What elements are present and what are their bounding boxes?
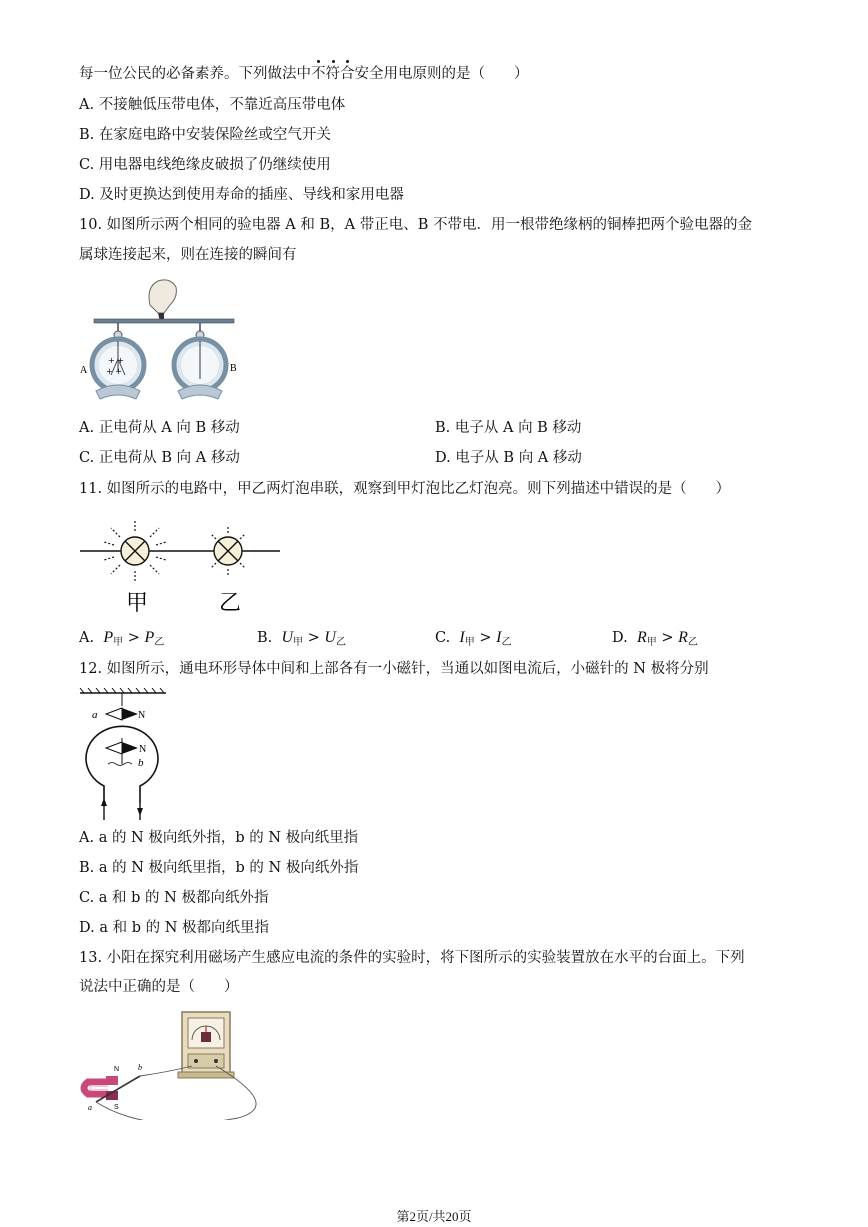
q12-option-b: B. a 的 N 极向纸里指，b 的 N 极向纸外指 — [79, 860, 359, 876]
horseshoe-magnet — [84, 1076, 118, 1100]
electroscope-a — [92, 323, 144, 399]
q12-stem: 12. 如图所示，通电环形导体中间和上部各有一小磁针，当通以如图电流后，小磁针的 N 极将分别 — [79, 661, 709, 677]
label-b: b — [138, 1063, 142, 1072]
q10-option-b: B. 电子从 A 向 B 移动 — [435, 420, 582, 436]
q9-stem: 每一位公民的必备素养。下列做法中不 符 合 安全用电原则的是（ ） — [79, 64, 529, 84]
q13-stem-line2: 说法中正确的是（ ） — [79, 979, 239, 995]
q11-option-c: C. $I_甲 > I_乙$ — [435, 629, 512, 648]
galvanometer — [178, 1012, 234, 1078]
q9-option-b: B. 在家庭电路中安装保险丝或空气开关 — [79, 127, 331, 143]
label-n-inner: N — [139, 744, 147, 755]
ring-conductor-figure — [78, 688, 170, 823]
label-a: a — [92, 709, 98, 721]
q10-option-a: A. 正电荷从 A 向 B 移动 — [79, 420, 240, 436]
induction-experiment-figure — [78, 1010, 318, 1120]
q11-option-b: B. $U_甲 > U_乙$ — [257, 629, 346, 648]
label-yi: 乙 — [219, 591, 242, 615]
q10-option-c: C. 正电荷从 B 向 A 移动 — [79, 450, 240, 466]
label-b: b — [138, 757, 144, 769]
q12-option-d: D. a 和 b 的 N 极都向纸里指 — [79, 920, 269, 936]
label-jia: 甲 — [126, 591, 149, 615]
bulb-yi — [211, 527, 245, 575]
electroscope-label-b: B — [230, 363, 237, 374]
label-a: a — [88, 1103, 92, 1112]
label-n: N — [114, 1066, 120, 1073]
q11-option-a: A. $P_甲 > P_乙$ — [79, 629, 165, 648]
bulb-circuit-figure — [80, 515, 280, 615]
svg-text:+ +: + + — [106, 367, 122, 376]
q12-option-c: C. a 和 b 的 N 极都向纸外指 — [79, 890, 269, 906]
q10-option-d: D. 电子从 B 向 A 移动 — [435, 450, 582, 466]
q9-option-c: C. 用电器电线绝缘皮破损了仍继续使用 — [79, 157, 331, 173]
page-footer: 第2页/共20页 — [396, 1209, 472, 1224]
q10-stem-line2: 属球连接起来，则在连接的瞬间有 — [79, 247, 297, 263]
q11-stem: 11. 如图所示的电路中，甲乙两灯泡串联，观察到甲灯泡比乙灯泡亮。则下列描述中错误的是（ ） — [79, 481, 731, 497]
electroscope-b — [174, 323, 226, 399]
q12-option-a: A. a 的 N 极向纸外指，b 的 N 极向纸里指 — [79, 830, 359, 846]
q11-option-d: D. $R_甲 > R_乙$ — [612, 629, 698, 648]
q9-option-a: A. 不接触低压带电体，不靠近高压带电体 — [79, 97, 346, 113]
label-n-top: N — [138, 710, 146, 721]
electroscope-figure — [78, 275, 240, 410]
q9-option-d: D. 及时更换达到使用寿命的插座、导线和家用电器 — [79, 187, 404, 203]
q10-stem-line1: 10. 如图所示两个相同的验电器 A 和 B，A 带正电、B 不带电．用一根带绝缘柄的铜棒把两个验电器的金 — [79, 217, 752, 233]
electroscope-label-a: A — [80, 365, 88, 376]
label-s: S — [114, 1104, 119, 1111]
svg-text:+ +: + + — [108, 356, 124, 365]
q13-stem-line1: 13. 小阳在探究利用磁场产生感应电流的条件的实验时，将下图所示的实验装置放在水平的台面上。下列 — [79, 950, 745, 966]
